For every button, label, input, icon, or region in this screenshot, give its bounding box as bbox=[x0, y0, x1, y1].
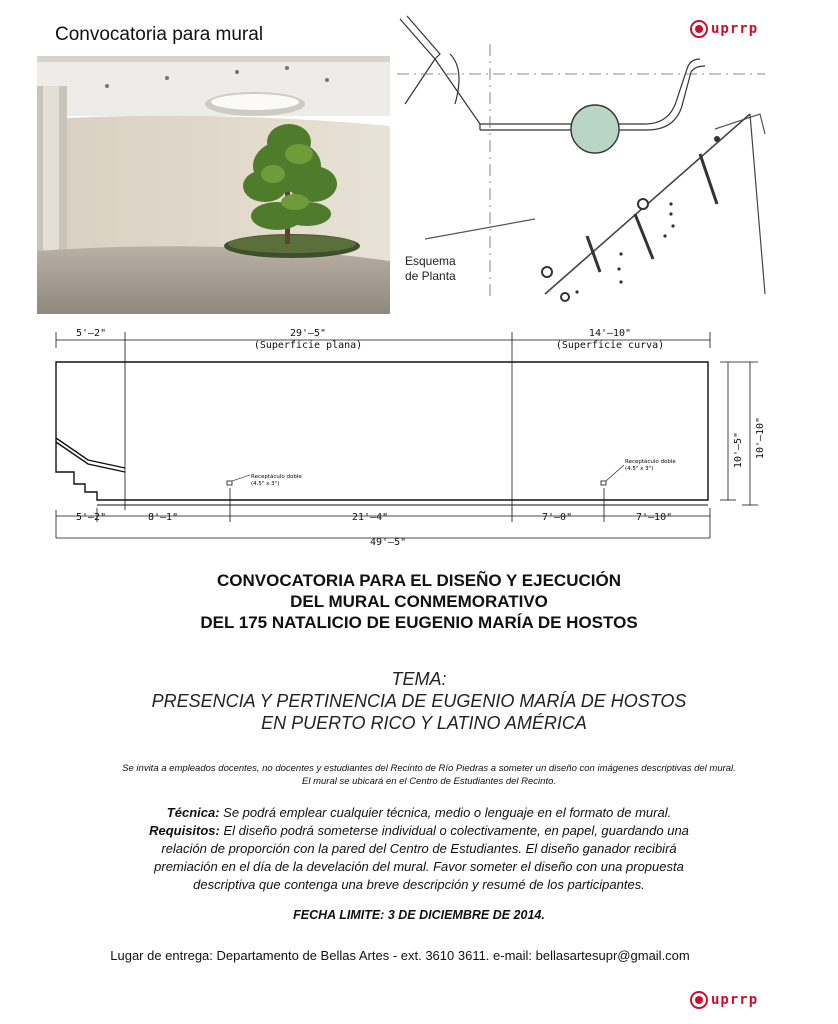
details-block bbox=[0, 804, 838, 894]
courtyard-photo bbox=[37, 56, 390, 314]
logo-text: uprrp bbox=[711, 992, 759, 1008]
headline-line3: DEL 175 NATALICIO DE EUGENIO MARÍA DE HOSTOS bbox=[200, 613, 638, 632]
tecnica-text: Se podrá emplear cualquier técnica, medio o lenguaje en el formato de mural. bbox=[219, 805, 672, 820]
tema-line1: PRESENCIA Y PERTINENCIA DE EUGENIO MARÍA DE HOSTOS bbox=[151, 691, 687, 711]
dim-bottom-4: 7'–0" bbox=[542, 512, 573, 523]
delivery-location: Lugar de entrega: Departamento de Bellas Artes - ext. 3610 3611. e-mail: bellasartesupr@gmail.com bbox=[110, 948, 690, 963]
dim-right-2: 10'–10" bbox=[755, 416, 766, 460]
dim-bottom-5: 7'–10" bbox=[636, 512, 673, 523]
tema-block bbox=[0, 668, 838, 734]
dim-bottom-3: 21'–4" bbox=[352, 512, 389, 523]
logo-text: uprrp bbox=[711, 21, 759, 37]
uprrp-logo-icon bbox=[690, 991, 708, 1009]
dim-top-curve: 14'–10" bbox=[588, 328, 632, 339]
details-line4: descriptiva que contenga una breve descripción y resumé de los participantes. bbox=[193, 877, 645, 892]
elevation-svg bbox=[30, 320, 810, 546]
dim-right-1: 10'–5" bbox=[733, 431, 744, 469]
receptacle-label-2: Receptáculo doble bbox=[625, 459, 676, 465]
plan-caption-line2: de Planta bbox=[405, 269, 456, 283]
photo-courtyard-icon bbox=[37, 56, 390, 314]
dim-bottom-1: 5'–2" bbox=[76, 512, 107, 523]
dim-top-flat: 29'–5" bbox=[289, 328, 327, 339]
uprrp-logo-bottom bbox=[690, 991, 758, 1009]
dim-total: 49'–5" bbox=[370, 537, 407, 546]
tema-label: TEMA: bbox=[391, 669, 447, 689]
tema-line2: EN PUERTO RICO Y LATINO AMÉRICA bbox=[261, 713, 587, 733]
requisitos-label: Requisitos: bbox=[149, 823, 220, 838]
tecnica-label: Técnica: bbox=[166, 805, 220, 820]
tecnica-line bbox=[0, 804, 838, 822]
dim-top-curve-note: (Superficie curva) bbox=[555, 340, 665, 351]
dim-top-flat-note: (Superficie plana) bbox=[253, 340, 363, 351]
details-line2: relación de proporción con la pared del Centro de Estudiantes. El diseño ganador recibirá bbox=[161, 841, 677, 856]
dim-bottom-2: 8'–1" bbox=[148, 512, 179, 523]
receptacle-size-2: (4.5" x 3") bbox=[625, 466, 654, 472]
plan-caption-line1: Esquema bbox=[405, 254, 456, 268]
requisitos-text: El diseño podrá someterse individual o colectivamente, en papel, guardando una bbox=[219, 823, 689, 838]
receptacle-label-1: Receptáculo doble bbox=[251, 474, 302, 480]
headline-line1: CONVOCATORIA PARA EL DISEÑO Y EJECUCIÓN bbox=[217, 571, 621, 590]
wall-elevation-drawing bbox=[30, 320, 810, 546]
plan-caption bbox=[405, 254, 456, 284]
page-title: Convocatoria para mural bbox=[55, 24, 264, 45]
requisitos-line bbox=[0, 822, 838, 840]
deadline: FECHA LIMITE: 3 DE DICIEMBRE DE 2014. bbox=[293, 908, 545, 922]
invite-line1: Se invita a empleados docentes, no docentes y estudiantes del Recinto de Río Piedras a someter un diseño con imágenes descriptivas del mural. bbox=[122, 763, 736, 774]
invite-text bbox=[0, 762, 838, 788]
headline-line2: DEL MURAL CONMEMORATIVO bbox=[290, 592, 548, 611]
headline bbox=[0, 570, 838, 633]
details-line3: premiación en el día de la develación del mural. Favor someter el diseño con una propuesta bbox=[154, 859, 684, 874]
receptacle-size-1: (4.5" x 3") bbox=[251, 481, 280, 487]
invite-line2: El mural se ubicará en el Centro de Estudiantes del Recinto. bbox=[302, 776, 556, 787]
dim-top-left: 5'–2" bbox=[76, 328, 107, 339]
